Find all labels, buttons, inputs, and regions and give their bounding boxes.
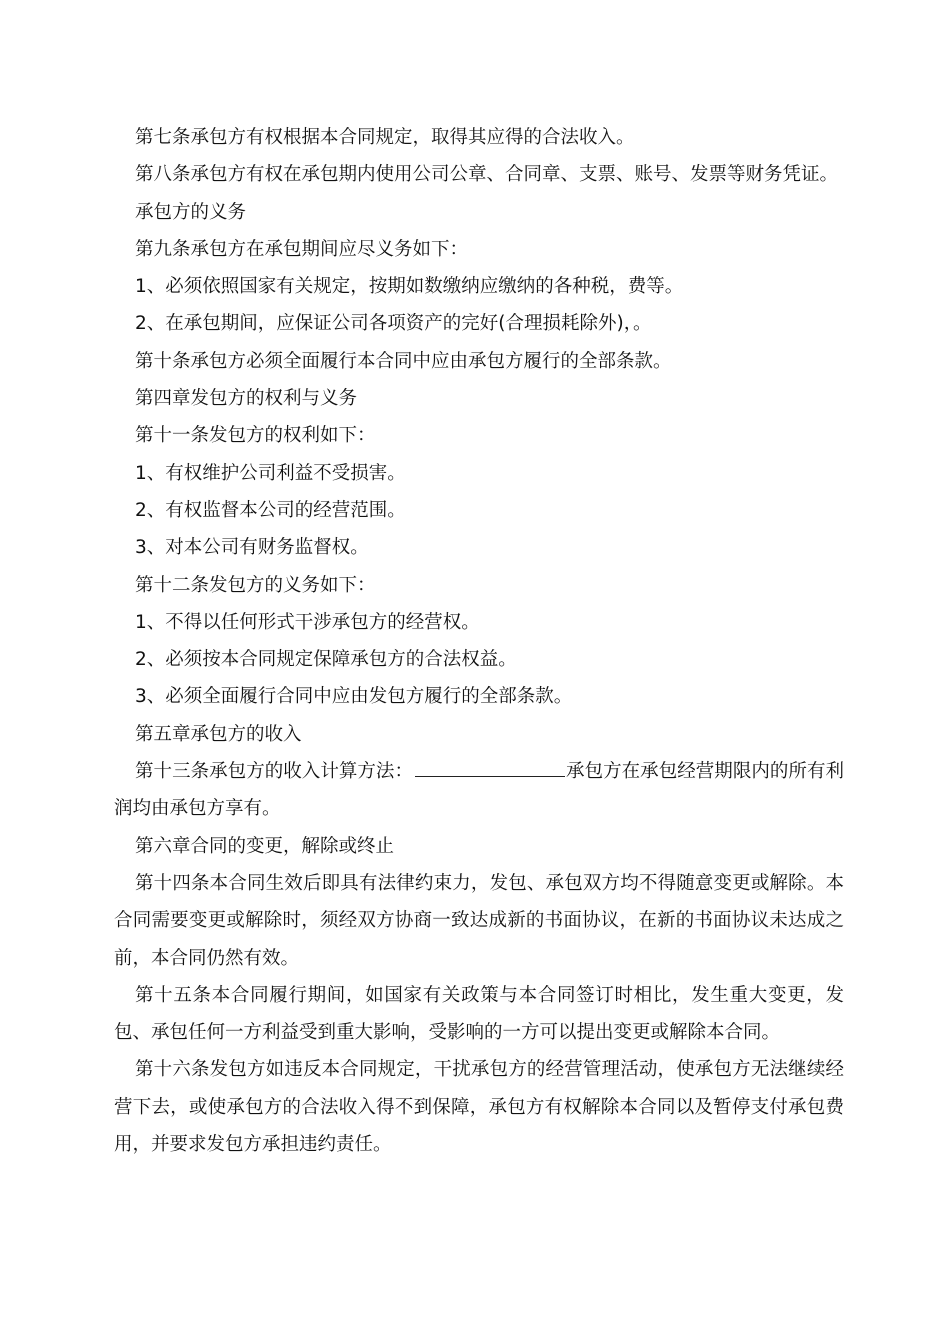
- chapter-4-heading: 第四章发包方的权利与义务: [135, 388, 358, 410]
- clause-12-item-1: 1、不得以任何形式干涉承包方的经营权。: [135, 611, 480, 633]
- section-heading-contractor-obligations: 承包方的义务: [135, 201, 247, 223]
- chapter-6-heading: 第六章合同的变更，解除或终止: [135, 835, 395, 857]
- clause-15: 第十五条本合同履行期间，如国家有关政策与本合同签订时相比，发生重大变更，发包、承包任何一方利益受到重大影响，受影响的一方可以提出变更或解除本合同。: [114, 984, 844, 1044]
- clause-13: [114, 753, 844, 828]
- clause-9: 第九条承包方在承包期间应尽义务如下：: [135, 238, 469, 260]
- clause-16: 第十六条发包方如违反本合同规定，干扰承包方的经营管理活动，使承包方无法继续经营下去，或使承包方的合法收入得不到保障，承包方有权解除本合同以及暂停支付承包费用，并要求发包方承担违约责任。: [114, 1059, 844, 1156]
- clause-12-item-2: 2、必须按本合同规定保障承包方的合法权益。: [135, 649, 517, 671]
- clause-8: 第八条承包方有权在承包期内使用公司公章、合同章、支票、账号、发票等财务凭证。: [135, 164, 839, 186]
- income-method-blank: [415, 758, 565, 778]
- clause-11-item-3: 3、对本公司有财务监督权。: [135, 537, 369, 559]
- clause-13-tail: 承包方在承包经营期限内的所有利润均由承包方享有。: [114, 761, 844, 820]
- clause-13-lead: 第十三条承包方的收入计算方法：: [135, 761, 413, 783]
- clause-14: 第十四条本合同生效后即具有法律约束力，发包、承包双方均不得随意变更或解除。本合同需要变更或解除时，须经双方协商一致达成新的书面协议，在新的书面协议未达成之前，本合同仍然有效。: [114, 872, 844, 969]
- clause-7: 第七条承包方有权根据本合同规定，取得其应得的合法收入。: [135, 127, 635, 148]
- clause-11: 第十一条发包方的权利如下：: [135, 425, 376, 447]
- clause-11-item-1: 1、有权维护公司利益不受损害。: [135, 462, 406, 484]
- document-body: [114, 119, 844, 1163]
- clause-12-item-3: 3、必须全面履行合同中应由发包方履行的全部条款。: [135, 686, 573, 708]
- clause-9-item-1: 1、必须依照国家有关规定，按期如数缴纳应缴纳的各种税，费等。: [135, 276, 684, 298]
- clause-9-item-2: 2、在承包期间，应保证公司各项资产的完好(合理损耗除外)，。: [135, 313, 652, 335]
- clause-11-item-2: 2、有权监督本公司的经营范围。: [135, 499, 406, 521]
- clause-12: 第十二条发包方的义务如下：: [135, 574, 376, 596]
- clause-10: 第十条承包方必须全面履行本合同中应由承包方履行的全部条款。: [135, 350, 672, 372]
- chapter-5-heading: 第五章承包方的收入: [135, 723, 302, 745]
